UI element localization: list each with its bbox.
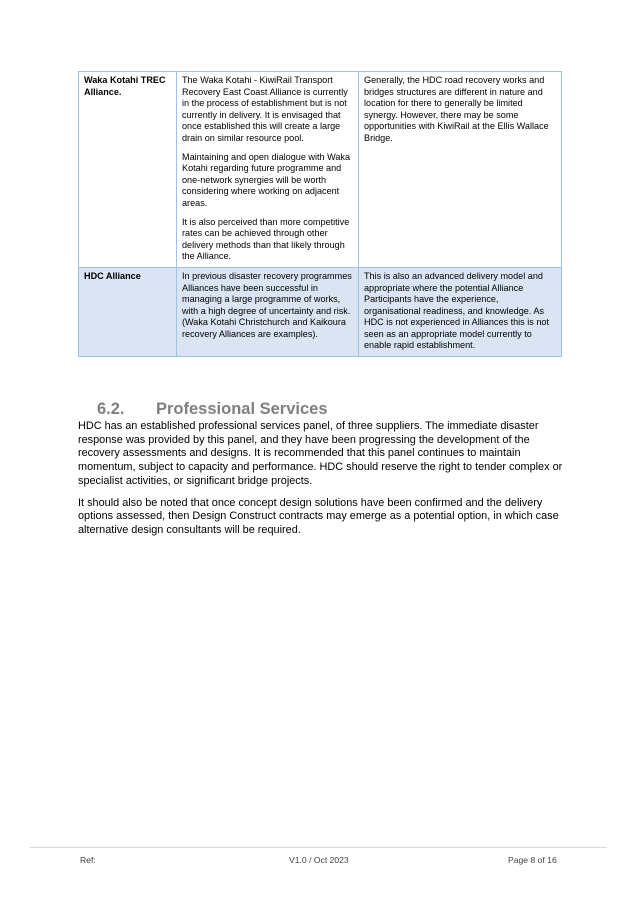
footer-version: V1.0 / Oct 2023 xyxy=(289,855,349,865)
row-description-cell xyxy=(177,267,359,356)
row-name-cell: HDC Alliance xyxy=(79,267,177,356)
description-paragraph: Maintaining and open dialogue with Waka Kotahi regarding future programme and one-network synergies will be worth considering where working on adjacent areas. xyxy=(182,151,351,208)
row-description-cell xyxy=(177,72,359,268)
row-name-cell: Waka Kotahi TREC Alliance. xyxy=(79,72,177,268)
section-number: 6.2. xyxy=(97,400,125,418)
description-paragraph: It is also perceived than more competitive rates can be achieved through other delivery methods than that likely through the Alliance. xyxy=(182,216,350,262)
body-paragraph: It should also be noted that once concept design solutions have been confirmed and the delivery options assessed, then Design Construct contracts may emerge as a potential option, in which case alternative design consultants will be required. xyxy=(78,496,559,536)
footer-divider xyxy=(30,847,607,848)
table-row xyxy=(79,72,562,268)
row-comment-cell: This is also an advanced delivery model and appropriate where the potential Alliance Participants have the experience, organisational readiness, and knowledge. As HDC is not experienced in Alliances this is not seen as an appropriate model currently to enable rapid establishment. xyxy=(359,267,562,356)
description-paragraph: The Waka Kotahi - KiwiRail Transport Recovery East Coast Alliance is currently in the process of establishment but is not currently in delivery. It is envisaged that once established this will create a large drain on similar resource pool. xyxy=(182,75,348,143)
section-title: Professional Services xyxy=(156,400,328,418)
delivery-options-table xyxy=(78,71,562,357)
footer-ref: Ref: xyxy=(80,855,96,865)
row-comment-cell: Generally, the HDC road recovery works and bridges structures are different in nature and location for there to generally be limited synergy. However, there may be some opportunities with KiwiRail at the Ellis Wallace Bridge. xyxy=(359,72,562,268)
table-row xyxy=(79,267,562,356)
body-paragraph: HDC has an established professional services panel, of three suppliers. The immediate disaster response was provided by this panel, and they have been progressing the development of the recovery assessments and designs. It is recommended that this panel continues to maintain momentum, subject to capacity and performance. HDC should reserve the right to tender complex or specialist activities, or significant bridge projects. xyxy=(78,420,563,487)
footer-page-number: Page 8 of 16 xyxy=(508,855,557,865)
section-heading xyxy=(97,400,328,419)
description-paragraph: In previous disaster recovery programmes Alliances have been successful in managing a large programme of works, with a high degree of uncertainty and risk. (Waka Kotahi Christchurch and Kaikoura recovery Alliances are examples). xyxy=(182,270,352,339)
section-body xyxy=(78,420,563,546)
